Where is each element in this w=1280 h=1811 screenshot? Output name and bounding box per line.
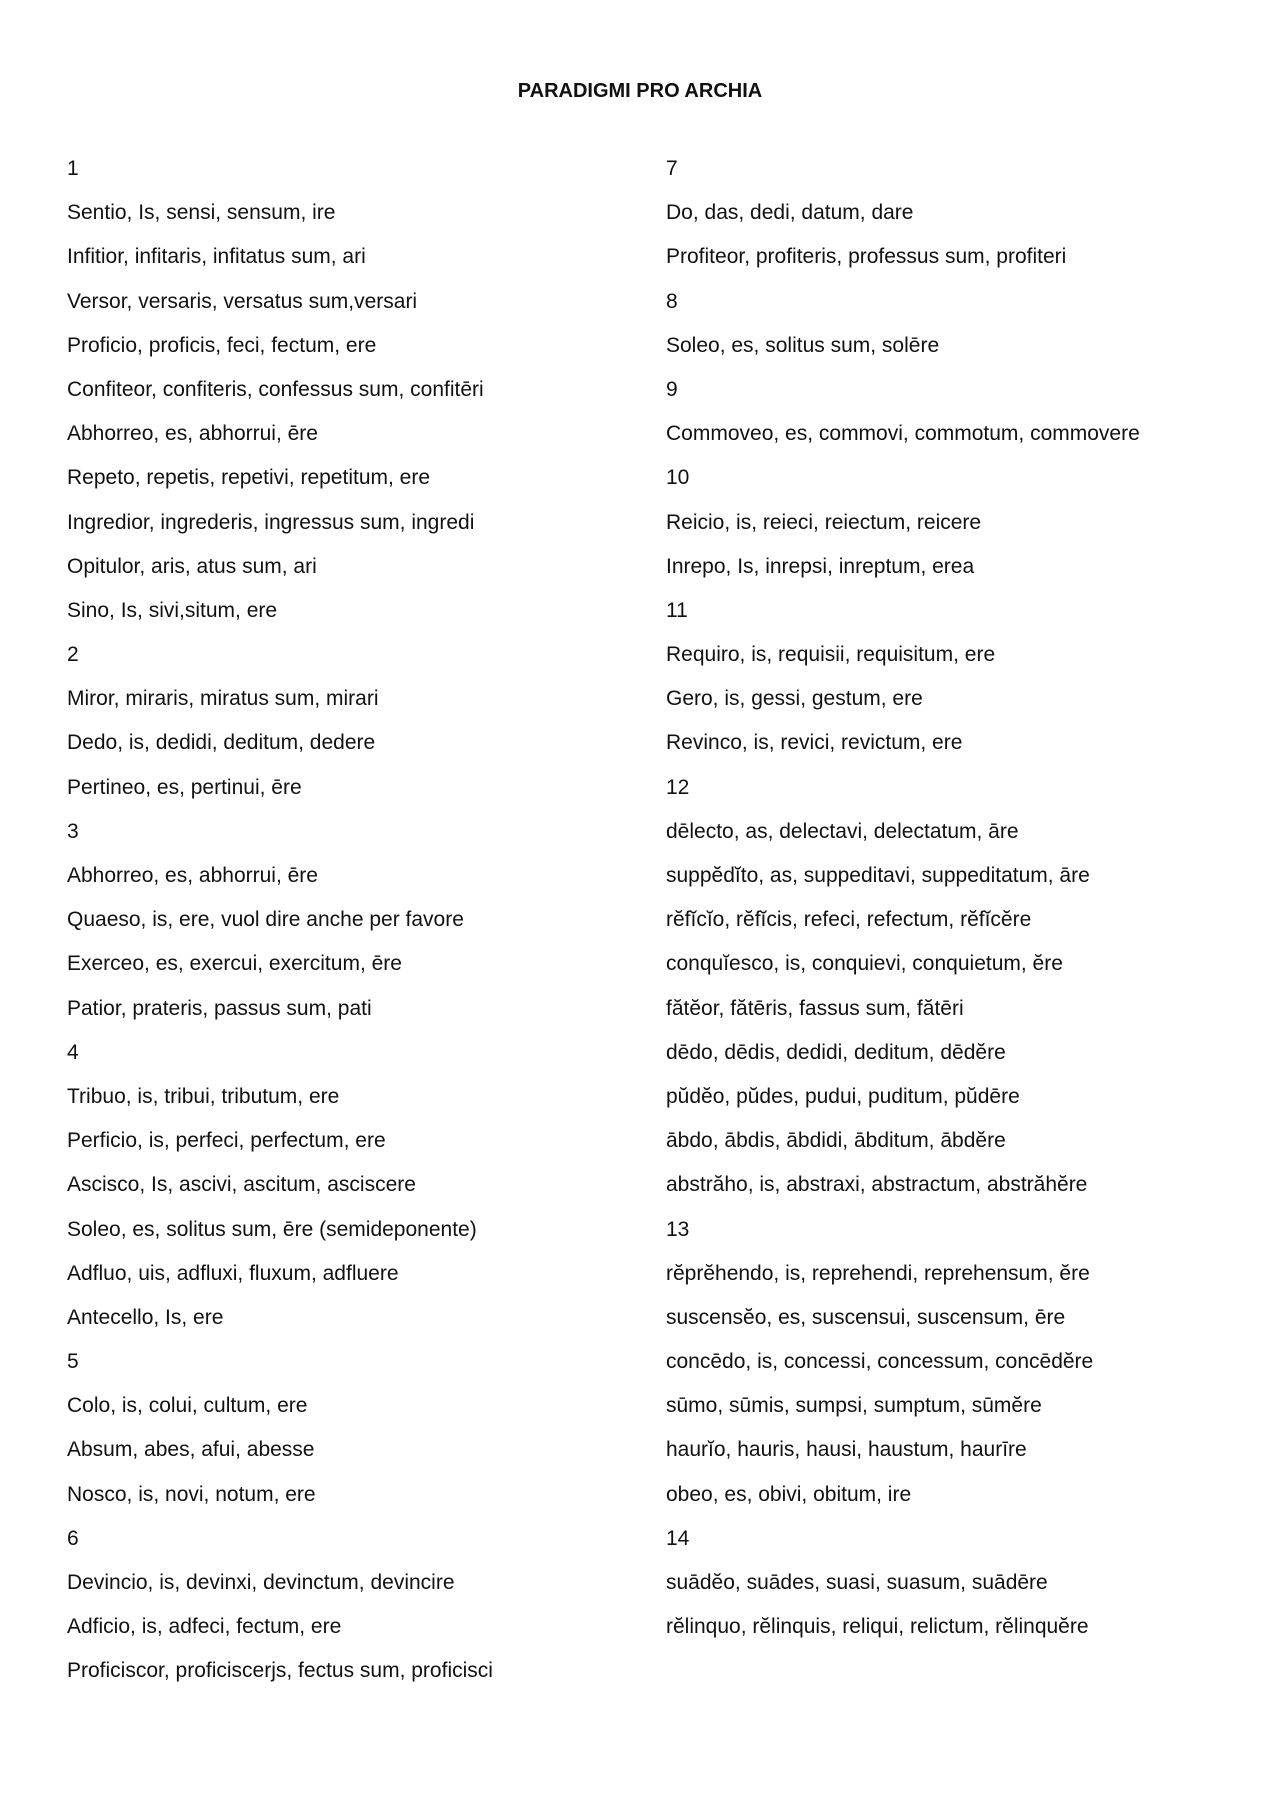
page-title: PARADIGMI PRO ARCHIA: [517, 80, 763, 102]
paradigm-entry: Dedo, is, dedidi, deditum, dedere: [67, 731, 376, 755]
paradigm-entry: Abhorreo, es, abhorrui, ēre: [67, 422, 318, 446]
paradigm-entry: fătĕor, fătēris, fassus sum, fătēri: [666, 996, 964, 1020]
paradigm-entry: Sentio, Is, sensi, sensum, ire: [67, 201, 336, 225]
paradigm-entry: Gero, is, gessi, gestum, ere: [666, 687, 923, 711]
paradigm-entry: Antecello, Is, ere: [67, 1305, 224, 1329]
paradigm-entry: suscensĕo, es, suscensui, suscensum, ēre: [666, 1305, 1066, 1329]
paradigm-entry: Inrepo, Is, inrepsi, inreptum, erea: [666, 554, 975, 578]
paradigm-entry: Ascisco, Is, ascivi, ascitum, asciscere: [67, 1173, 416, 1197]
paradigm-entry: Nosco, is, novi, notum, ere: [67, 1482, 316, 1506]
paradigm-entry: Opitulor, aris, atus sum, ari: [67, 554, 317, 578]
paradigm-entry: Adficio, is, adfeci, fectum, ere: [67, 1615, 342, 1639]
paradigm-entry: Requiro, is, requisii, requisitum, ere: [666, 643, 996, 667]
section-number: 13: [666, 1217, 690, 1241]
paradigm-entry: dēdo, dēdis, dedidi, deditum, dēdĕre: [666, 1040, 1006, 1064]
paradigm-entry: Soleo, es, solitus sum, solēre: [666, 333, 940, 357]
paradigm-entry: suādĕo, suādes, suasi, suasum, suādēre: [666, 1571, 1048, 1594]
paradigm-entry: ābdo, ābdis, ābdidi, ābditum, ābdĕre: [666, 1129, 1006, 1153]
paradigm-entry: Commoveo, es, commovi, commotum, commovere: [666, 422, 1140, 446]
section-number: 4: [67, 1040, 79, 1064]
paradigm-entry: Devincio, is, devinxi, devinctum, devincire: [67, 1571, 455, 1594]
paradigm-entry: Miror, miraris, miratus sum, mirari: [67, 687, 379, 711]
right-column: [666, 154, 1246, 1656]
paradigm-entry: Infitior, infitaris, infitatus sum, ari: [67, 245, 366, 269]
paradigm-entry: rĕprĕhendo, is, reprehendi, reprehensum, ĕre: [666, 1261, 1090, 1285]
paradigm-entry: pŭdĕo, pŭdes, pudui, puditum, pŭdēre: [666, 1084, 1020, 1108]
paradigm-entry: Tribuo, is, tribui, tributum, ere: [67, 1084, 340, 1108]
paradigm-entry: conquĭesco, is, conquievi, conquietum, ĕre: [666, 952, 1063, 976]
paradigm-entry: Soleo, es, solitus sum, ēre (semideponente): [67, 1217, 477, 1241]
paradigm-entry: Reicio, is, reieci, reiectum, reicere: [666, 510, 982, 534]
section-number: 5: [67, 1350, 79, 1374]
paradigm-entry: abstrăho, is, abstraxi, abstractum, abstrăhĕre: [666, 1173, 1088, 1197]
paradigm-entry: rĕlinquo, rĕlinquis, reliqui, relictum, rĕlinquĕre: [666, 1615, 1089, 1639]
section-number: 10: [666, 466, 690, 490]
paradigm-entry: Ingredior, ingrederis, ingressus sum, ingredi: [67, 510, 475, 534]
section-number: 12: [666, 775, 690, 799]
paradigm-entry: sūmo, sūmis, sumpsi, sumptum, sūmĕre: [666, 1394, 1042, 1418]
paradigm-entry: Versor, versaris, versatus sum,versari: [67, 289, 418, 313]
paradigm-entry: haurĭo, hauris, hausi, haustum, haurīre: [666, 1438, 1027, 1462]
section-number: 9: [666, 377, 678, 401]
paradigm-entry: Proficiscor, proficiscerjs, fectus sum, proficisci: [67, 1659, 493, 1683]
section-number: 8: [666, 289, 678, 313]
paradigm-entry: Sino, Is, sivi,situm, ere: [67, 598, 278, 622]
paradigm-entry: dēlecto, as, delectavi, delectatum, āre: [666, 819, 1019, 843]
paradigm-entry: suppĕdĭto, as, suppeditavi, suppeditatum, āre: [666, 864, 1090, 887]
paradigm-entry: Quaeso, is, ere, vuol dire anche per favore: [67, 908, 464, 932]
paradigm-entry: Exerceo, es, exercui, exercitum, ēre: [67, 952, 402, 976]
section-number: 14: [666, 1526, 690, 1550]
paradigm-entry: Patior, prateris, passus sum, pati: [67, 996, 372, 1020]
section-number: 1: [67, 157, 79, 180]
paradigm-entry: Perficio, is, perfeci, perfectum, ere: [67, 1129, 386, 1153]
paradigm-entry: Colo, is, colui, cultum, ere: [67, 1394, 308, 1418]
paradigm-entry: Repeto, repetis, repetivi, repetitum, ere: [67, 466, 431, 490]
left-column: [67, 154, 627, 1701]
section-number: 6: [67, 1526, 79, 1550]
paradigm-entry: Abhorreo, es, abhorrui, ēre: [67, 864, 318, 887]
paradigm-entry: Pertineo, es, pertinui, ēre: [67, 775, 302, 799]
paradigm-entry: obeo, es, obivi, obitum, ire: [666, 1482, 912, 1506]
paradigm-entry: concēdo, is, concessi, concessum, concēdĕre: [666, 1350, 1094, 1374]
paradigm-entry: rĕfĭcĭo, rĕfĭcis, refeci, refectum, rĕfĭcĕre: [666, 908, 1032, 932]
section-number: 2: [67, 643, 79, 667]
section-number: 3: [67, 819, 79, 843]
paradigm-entry: Proficio, proficis, feci, fectum, ere: [67, 333, 377, 357]
paradigm-entry: Absum, abes, afui, abesse: [67, 1438, 315, 1462]
paradigm-entry: Adfluo, uis, adfluxi, fluxum, adfluere: [67, 1261, 399, 1285]
paradigm-entry: Revinco, is, revici, revictum, ere: [666, 731, 963, 755]
paradigm-entry: Do, das, dedi, datum, dare: [666, 201, 914, 225]
paradigm-entry: Profiteor, profiteris, professus sum, profiteri: [666, 245, 1067, 269]
section-number: 7: [666, 157, 678, 180]
paradigm-entry: Confiteor, confiteris, confessus sum, confitēri: [67, 377, 484, 401]
section-number: 11: [666, 598, 688, 622]
